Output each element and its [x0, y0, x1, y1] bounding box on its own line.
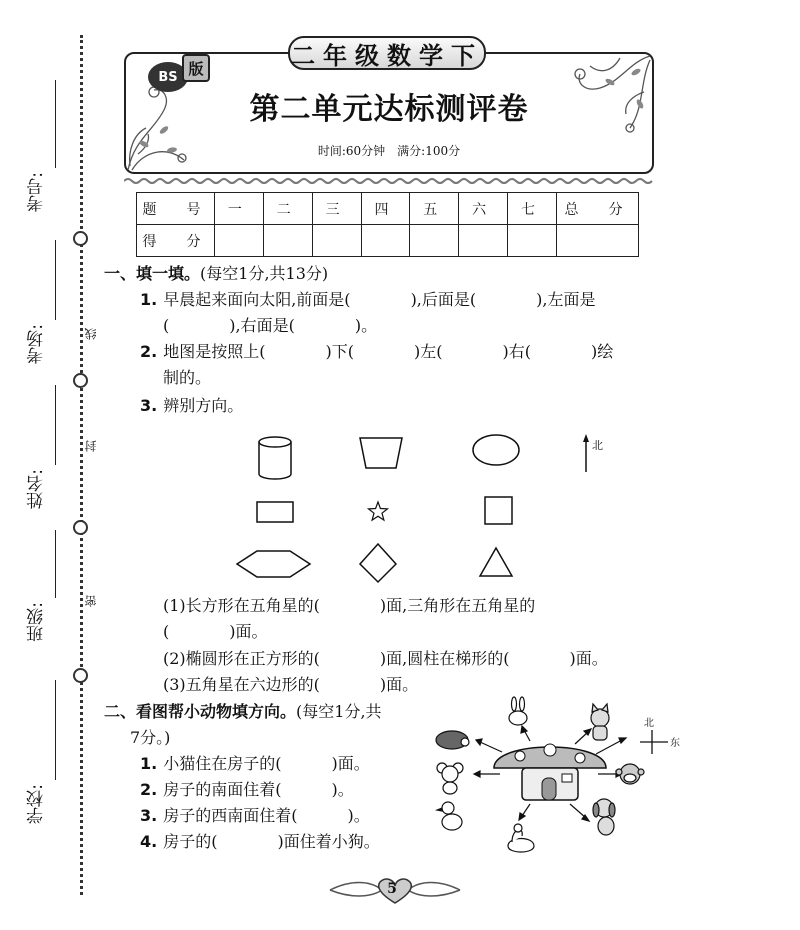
cylinder-shape: [259, 437, 291, 479]
compass-north-label: 北: [644, 718, 654, 729]
exam-room-field[interactable]: [24, 240, 64, 390]
score-table-score-row: [137, 225, 639, 257]
diamond-shape: [360, 544, 396, 582]
score-header-cell: 七: [508, 193, 557, 225]
star-shape: [369, 502, 388, 520]
mouse-icon: [437, 763, 463, 794]
north-arrow-icon: [583, 434, 603, 472]
time-score-info: 时间:60分钟 满分:100分: [317, 144, 461, 158]
score-header-cell: 二: [263, 193, 312, 225]
binding-margin: [0, 0, 100, 930]
rabbit-icon: [509, 697, 527, 725]
school-label: 学校:: [27, 784, 47, 824]
score-header-cell: 五: [410, 193, 459, 225]
question-2-line2: 制的。: [163, 368, 212, 387]
edition-badge: BS: [148, 62, 188, 92]
edition-char-badge: 版: [182, 54, 210, 82]
shapes-figure: [220, 430, 620, 590]
exam-number-field[interactable]: [24, 80, 64, 230]
score-header-cell: 题 号: [137, 193, 215, 225]
rectangle-shape: [257, 502, 293, 522]
name-label: 姓名:: [27, 469, 47, 509]
question-2-number: 2.: [140, 342, 158, 361]
section1-note: (每空1分,共13分): [200, 264, 329, 283]
score-header-cell: 四: [361, 193, 410, 225]
sub-question-2-line: (2)椭圆形在正方形的( )面,圆柱在梯形的( )面。: [163, 649, 608, 668]
question-2-line1: 2. 地图是按照上( )下( )左( )右( )绘: [140, 342, 614, 361]
s2-question-4-line: 4. 房子的( )面住着小狗。: [140, 832, 380, 851]
compass-icon: [640, 717, 680, 754]
cut-dotted-line: [80, 35, 83, 895]
score-cell[interactable]: [215, 225, 264, 257]
score-table: [136, 192, 639, 257]
question-3-line: 3. 辨别方向。: [140, 396, 244, 415]
sub-question-1-line2: ( )面。: [163, 622, 268, 641]
question-3-number: 3.: [140, 396, 158, 415]
s2-question-3-line: 3. 房子的西南面住着( )。: [140, 806, 370, 825]
sub-question-1-line1: (1)长方形在五角星的( )面,三角形在五角星的: [163, 596, 536, 615]
monkey-icon: [616, 764, 644, 784]
score-header-cell: 三: [312, 193, 361, 225]
name-field[interactable]: [24, 385, 64, 535]
duck-icon: [508, 824, 534, 852]
section2-note-line2: 7分。): [130, 728, 171, 747]
mushroom-house-icon: [494, 744, 606, 800]
score-cell[interactable]: [459, 225, 508, 257]
score-cell[interactable]: [263, 225, 312, 257]
question-1-number: 1.: [140, 290, 158, 309]
chick-icon: [437, 802, 462, 830]
score-row-label: 得 分: [137, 225, 215, 257]
section2-title: 二、看图帮小动物填方向。: [104, 702, 297, 721]
section1-heading: [104, 263, 328, 285]
grade-text: 二年级数学下: [291, 41, 483, 70]
cut-char-feng: 封: [84, 440, 98, 452]
binding-hole: [73, 373, 88, 388]
section2-note: (每空1分,共: [296, 702, 382, 721]
section1-title: 一、填一填。: [104, 264, 201, 283]
class-field[interactable]: [24, 530, 64, 680]
school-field[interactable]: [24, 680, 64, 830]
north-label: 北: [592, 439, 603, 452]
cut-char-mi: 密: [84, 595, 98, 607]
binding-hole: [73, 520, 88, 535]
score-table-header-row: [137, 193, 639, 225]
grade-banner: [288, 36, 486, 70]
class-label: 班级:: [27, 602, 47, 642]
binding-hole: [73, 668, 88, 683]
wave-divider: [124, 177, 654, 185]
hexagon-shape: [237, 551, 310, 577]
cat-icon: [591, 704, 609, 740]
score-cell[interactable]: [312, 225, 361, 257]
s2-question-3-number: 3.: [140, 806, 158, 825]
section2-heading: [104, 701, 382, 723]
binding-hole: [73, 231, 88, 246]
s2-question-1-number: 1.: [140, 754, 158, 773]
ellipse-shape: [473, 435, 519, 465]
score-cell[interactable]: [557, 225, 639, 257]
score-header-cell: 六: [459, 193, 508, 225]
sub-question-3-line: (3)五角星在六边形的( )面。: [163, 675, 419, 694]
score-cell[interactable]: [410, 225, 459, 257]
page-title: 第二单元达标测评卷: [249, 92, 529, 127]
s2-question-2-number: 2.: [140, 780, 158, 799]
compass-east-label: 东: [670, 738, 680, 749]
square-shape: [485, 497, 512, 524]
animals-map-figure: [430, 696, 690, 866]
question-1-line2: ( ),右面是( )。: [163, 316, 378, 335]
s2-question-2-line: 2. 房子的南面住着( )。: [140, 780, 354, 799]
score-cell[interactable]: [361, 225, 410, 257]
question-1-line1: 1. 早晨起来面向太阳,前面是( ),后面是( ),左面是: [140, 290, 596, 309]
cut-char-xian: 线: [84, 328, 98, 340]
trapezoid-shape: [360, 438, 402, 468]
triangle-shape: [480, 548, 512, 576]
hedgehog-icon: [436, 731, 469, 749]
s2-question-4-number: 4.: [140, 832, 158, 851]
s2-question-1-line: 1. 小猫住在房子的( )面。: [140, 754, 370, 773]
score-header-cell: 一: [215, 193, 264, 225]
score-header-cell: 总 分: [557, 193, 639, 225]
exam-room-label: 考场:: [27, 324, 47, 364]
score-cell[interactable]: [508, 225, 557, 257]
dog-icon: [593, 799, 615, 835]
exam-number-label: 考号:: [27, 172, 47, 212]
page-number: 5: [387, 881, 397, 897]
